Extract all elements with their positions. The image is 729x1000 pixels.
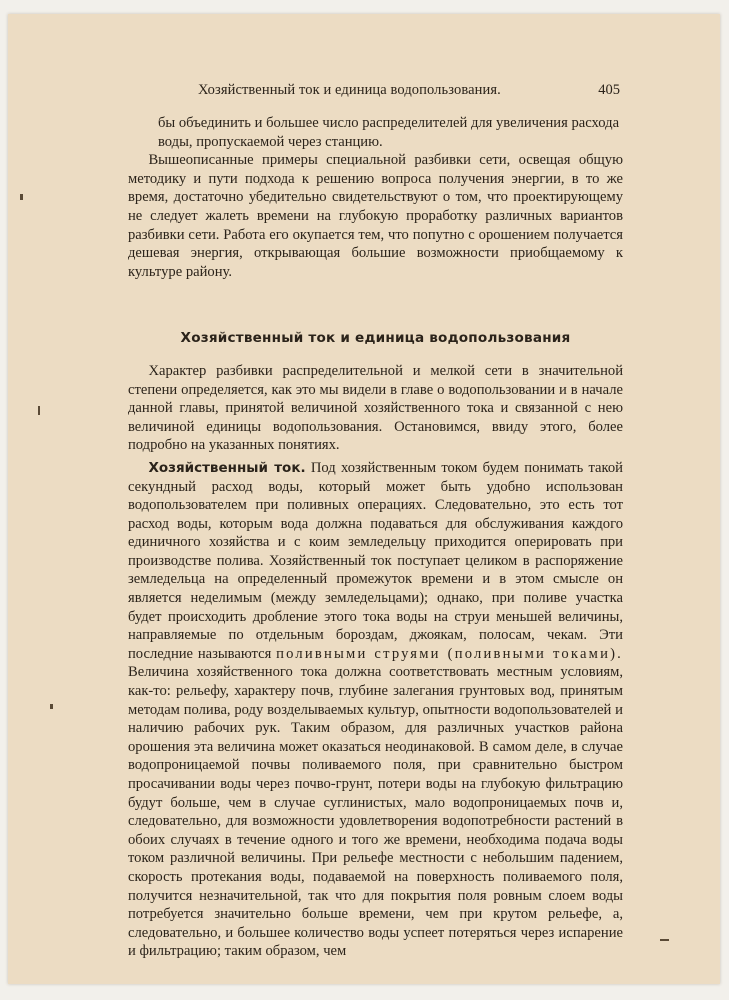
book-page <box>8 14 720 984</box>
page-number: 405 <box>598 82 620 98</box>
paragraph-text-part-a: Под хозяйственным током будем понимать такой секундный расход воды, который может быть удобно использован водопользователем при поливных операциях. Следовательно, это есть тот расход воды, которым вода должна подаваться для обслуживания каждого единичного хозяйства и с коим земледельцу приходится оперировать при производстве полива. Хозяйственный ток поступает целиком в распоряжение земледельца на определенный промежуток времени и в этом смысле он является неделимым (между земледельцами); однако, при поливе участка будет происходить дробление этого тока воды на струи меньшей величины, направляемые по отдельным бороздам, джоякам, полосам, чекам. Эти последние называются <box>128 459 623 662</box>
margin-mark <box>660 939 669 941</box>
margin-mark <box>38 406 40 415</box>
running-header <box>8 82 720 104</box>
margin-mark <box>50 704 53 709</box>
paragraph-economic-flow <box>128 459 623 961</box>
paragraph-intro: Характер разбивки распределительной и мелкой сети в значительной степени определяется, как это мы видели в главе о водопользовании и в начале данной главы, принятой величиной хозяйственного тока и связанной с нею величиной единицы водопользования. Остановимся, ввиду этого, более подробно на указанных понятиях. <box>128 362 623 454</box>
paragraph-continuation: бы объединить и большее число распределителей для увеличения расхода воды, пропускаемой через станцию. <box>158 115 620 150</box>
running-header-title: Хозяйственный ток и единица водопользования. <box>198 82 501 98</box>
paragraph-lead-term: Хозяйственный ток. <box>148 459 306 476</box>
section-heading: Хозяйственный ток и единица водопользования <box>180 330 571 347</box>
page-body <box>128 114 623 961</box>
margin-mark <box>20 194 23 200</box>
paragraph-examples: Вышеописанные примеры специальной разбивки сети, освещая общую методику и пути подхода к решению вопроса получения энергии, в то же время, достаточно убедительно свидетельствуют о том, что проектирующему не следует жалеть времени на глубокую проработку различных вариантов разбивки сети. Работа его окупается тем, что попутно с орошением получается дешевая энергия, открывающая большие возможности приобщаемому к культуре району. <box>128 152 623 280</box>
paragraph-text-part-b: Величина хозяйственного тока должна соответствовать местным условиям, как-то: рельефу, характеру почв, глубине залегания грунтовых вод, принятым методам полива, роду возделываемых культур, опытности водопользователей и наличию рабочих рук. Таким образом, для различных участков района орошения эта величина может оказаться неодинаковой. В самом деле, в случае водопроницаемой почвы поливаемого поля, при сравнительно быстром просачивании воды через почво-грунт, потери воды на глубокую фильтрацию будут больше, чем в случае суглинистых, мало водопроницаемых почв и, следовательно, для возможности удовлетворения водопотребности растений в обоих случаях в течение одного и того же времени, необходима подача воды током различной величины. При рельефе местности с небольшим падением, скорость протекания воды, подаваемой на поверхность поливаемого поля, получится незначительной, так что для покрытия поля ровным слоем воды потребуется значительно больше времени, чем при крутом рельефе, а, следовательно, и большее количество воды успеет потеряться через испарение и фильтрацию; таким образом, чем <box>128 664 623 960</box>
spaced-term: поливными струями (поливными токами). <box>276 645 624 662</box>
